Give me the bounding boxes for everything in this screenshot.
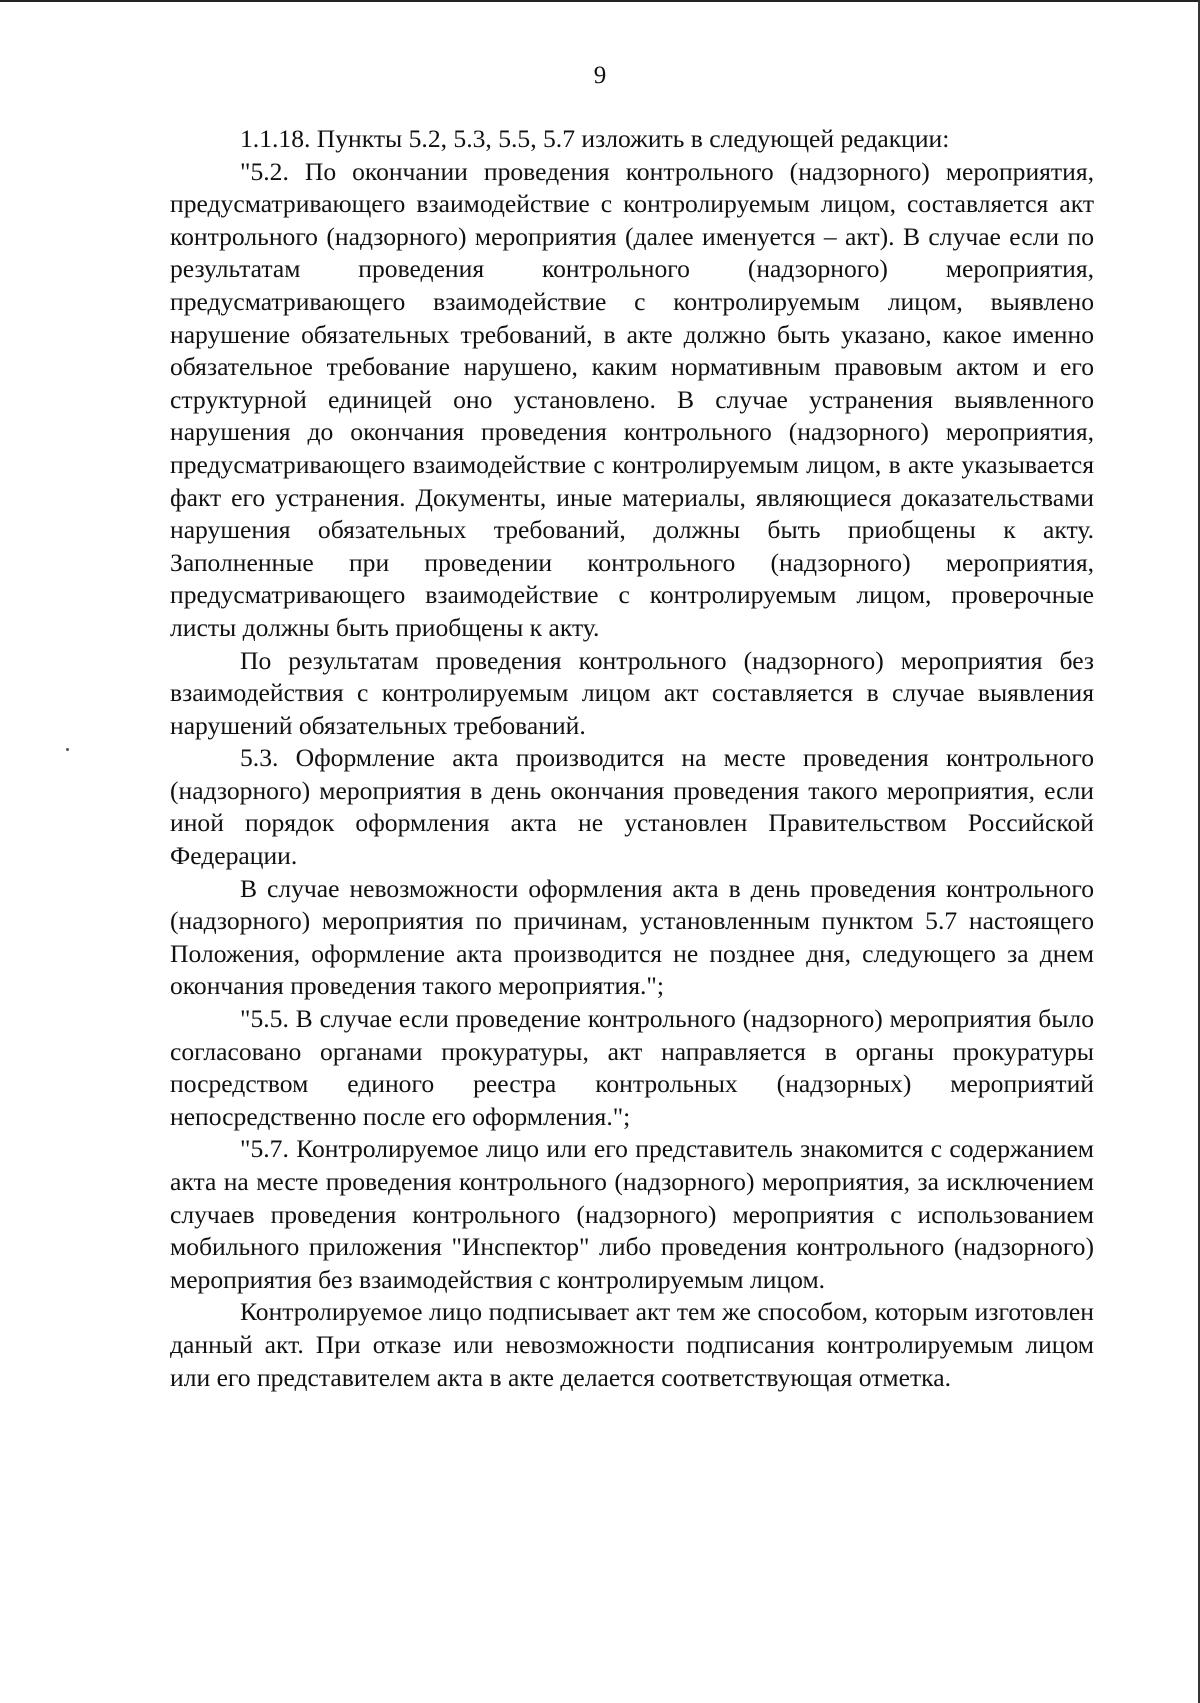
paragraph-5-3: 5.3. Оформление акта производится на месте проведения контрольного (надзорного) мероприятия в день окончания проведения такого мероприятия, если иной порядок оформления акта не установлен Правительством Российской Федерации. <box>170 743 1094 871</box>
document-body <box>170 123 1094 1394</box>
scan-edge-top <box>0 0 1200 2</box>
paragraph-5-7-signing: Контролируемое лицо подписывает акт тем же способом, которым изготовлен данный акт. При отказе или невозможности подписания контролируемым лицом или его представителем акта в акте делается соответствующая отметка. <box>170 1297 1094 1392</box>
paragraph-5-5: "5.5. В случае если проведение контрольного (надзорного) мероприятия было согласовано органами прокуратуры, акт направляется в органы прокуратуры посредством единого реестра контрольных (надзорных) мероприятий непосредственно после его оформления."; <box>170 1004 1094 1131</box>
paragraph-5-2-no-interaction: По результатам проведения контрольного (надзорного) мероприятия без взаимодействия с контролируемым лицом акт составляется в случае выявления нарушений обязательных требований. <box>170 645 1094 740</box>
paragraph-1-1-18: 1.1.18. Пункты 5.2, 5.3, 5.5, 5.7 изложить в следующей редакции: <box>240 124 950 153</box>
paragraph-5-2: "5.2. По окончании проведения контрольного (надзорного) мероприятия, предусматривающего взаимодействие с контролируемым лицом, составляется акт контрольного (надзорного) мероприятия (далее именуется – акт). В случае если по результатам проведения контрольного (надзорного) мероприятия, предусматривающего взаимодействие с контролируемым лицом, выявлено нарушение обязательных требований, в акте должно быть указано, какое именно обязательное требование нарушено, каким нормативным правовым актом и его структурной единицей оно установлено. В случае устранения выявленного нарушения до окончания проведения контрольного (надзорного) мероприятия, предусматривающего взаимодействие с контролируемым лицом, в акте указывается факт его устранения. Документы, иные материалы, являющиеся доказательствами нарушения обязательных требований, должны быть приобщены к акту. Заполненные при проведении контрольного (надзорного) мероприятия, предусматривающего взаимодействие с контролируемым лицом, проверочные листы должны быть приобщены к акту. <box>170 156 1094 642</box>
page-number: 9 <box>593 62 607 89</box>
paragraph-5-7: "5.7. Контролируемое лицо или его представитель знакомится с содержанием акта на месте проведения контрольного (надзорного) мероприятия, за исключением случаев проведения контрольного (надзорного) мероприятия с использованием мобильного приложения "Инспектор" либо проведения контрольного (надзорного) мероприятия без взаимодействия с контролируемым лицом. <box>170 1134 1094 1294</box>
scan-dust-mark <box>66 748 69 751</box>
paragraph-5-3-impossibility: В случае невозможности оформления акта в день проведения контрольного (надзорного) мероприятия по причинам, установленным пунктом 5.7 настоящего Положения, оформление акта производится не позднее дня, следующего за днем окончания проведения такого мероприятия."; <box>170 873 1094 1001</box>
